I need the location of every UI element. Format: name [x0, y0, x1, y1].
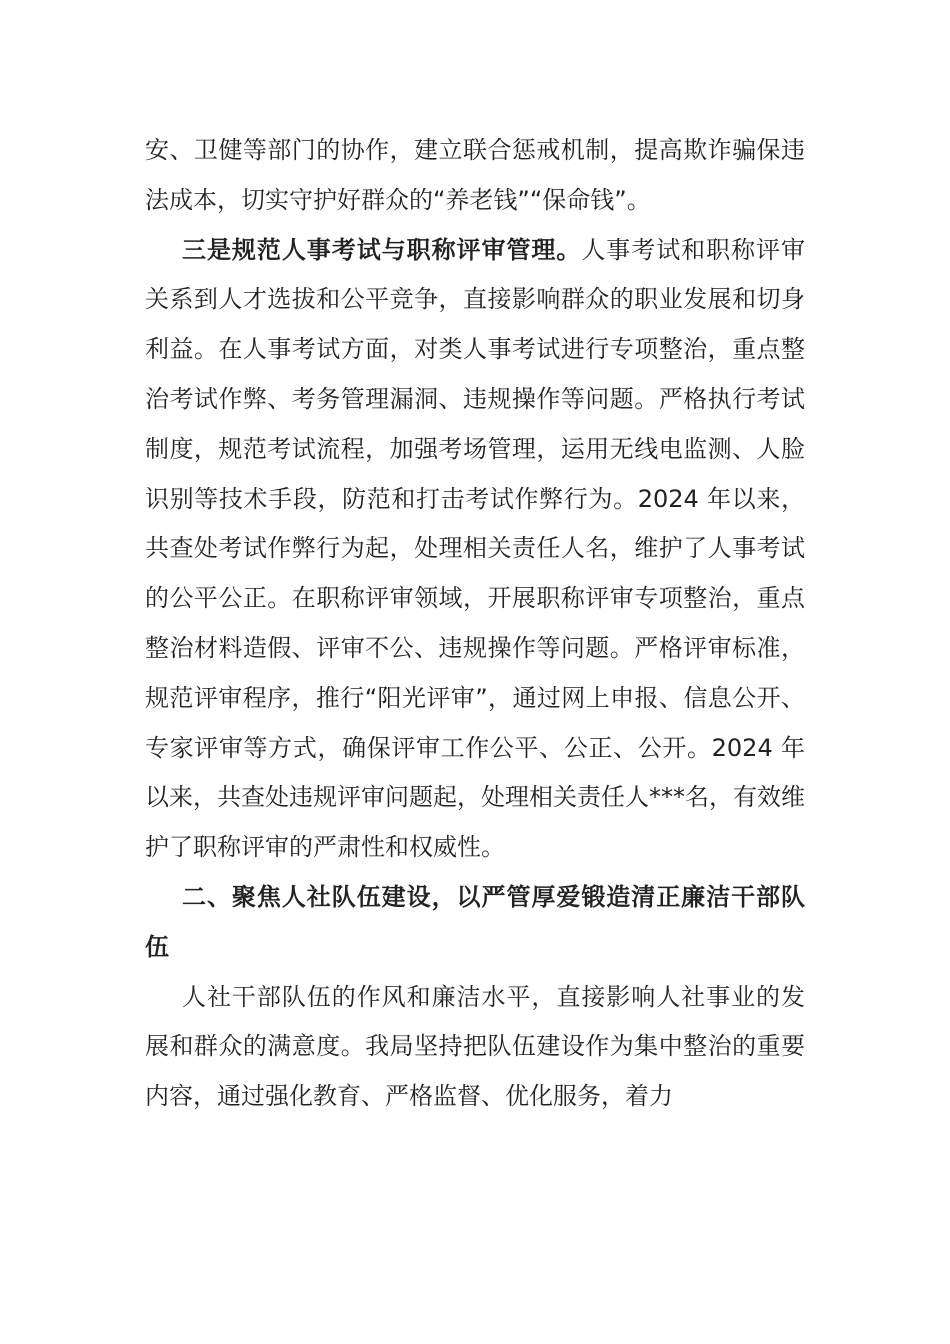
paragraph-body-text: 人事考试和职称评审关系到人才选拔和公平竞争，直接影响群众的职业发展和切身利益。在人事考试方面，对类人事考试进行专项整治，重点整治考试作弊、考务管理漏洞、违规操作等问题。严格执行考试制度，规范考试流程，加强考场管理，运用无线电监测、人脸识别等技术手段，防范和打击考试作弊行为。2024 年以来，共查处考试作弊行为起，处理相关责任人名，维护了人事考试的公平公正。在职称评审领域，开展职称评审专项整治，重点整治材料造假、评审不公、违规操作等问题。严格评审标准，规范评审程序，推行“阳光评审”，通过网上申报、信息公开、专家评审等方式，确保评审工作公平、公正、公开。2024 年以来，共查处违规评审问题起，处理相关责任人***名，有效维护了职称评审的严肃性和权威性。	[145, 235, 806, 862]
paragraph-lead-sentence: 三是规范人事考试与职称评审管理。	[182, 235, 582, 264]
section-heading: 二、聚焦人社队伍建设，以严管厚爱锻造清正廉洁干部队伍	[145, 882, 805, 961]
document-body	[145, 126, 805, 1122]
paragraph-continuation: 安、卫健等部门的协作，建立联合惩戒机制，提高欺诈骗保违法成本，切实守护好群众的“养老钱”“保命钱”。	[145, 136, 805, 214]
paragraph-team-building: 人社干部队伍的作风和廉洁水平，直接影响人社事业的发展和群众的满意度。我局坚持把队伍建设作为集中整治的重要内容，通过强化教育、严格监督、优化服务，着力	[145, 982, 805, 1111]
paragraph-exam-review	[145, 226, 805, 873]
